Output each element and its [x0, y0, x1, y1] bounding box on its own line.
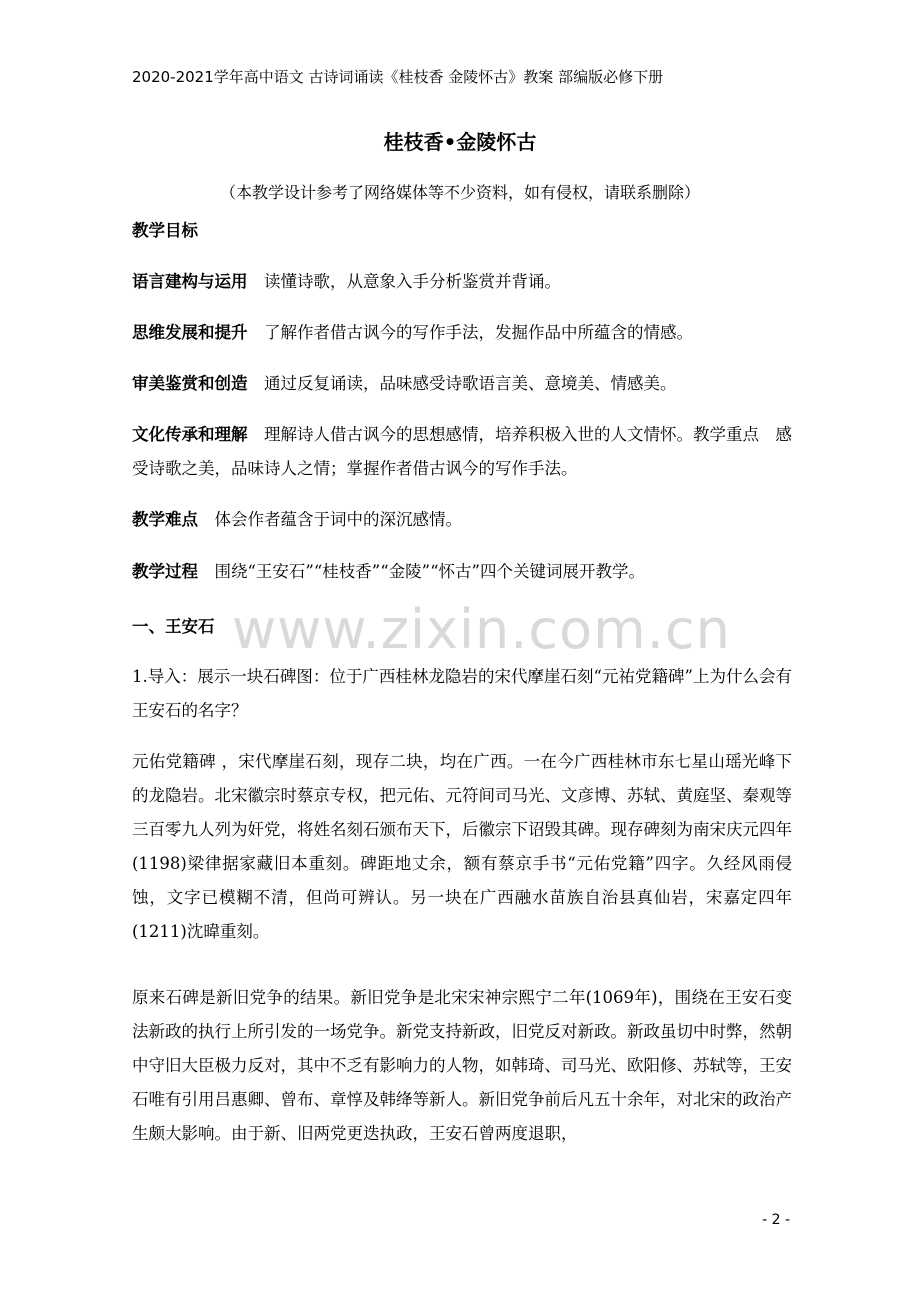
- body-paragraph: 原来石碑是新旧党争的结果。新旧党争是北宋宋神宗熙宁二年(1069年)，围绕在王安石变法新政的执行上所引发的一场党争。新党支持新政，旧党反对新政。新政虽切中时弊，然朝中守旧大臣极力反对，其中不乏有影响力的人物，如韩琦、司马光、欧阳修、苏轼等，王安石唯有引用吕惠卿、曾布、章惇及韩绛等新人。新旧党争前后凡五十余年，对北宋的政治产生颇大影响。由于新、旧两党更迭执政，王安石曾两度退职，: [132, 988, 792, 1143]
- watermark: www.zixin.com.cn: [232, 598, 731, 661]
- objective-label: 审美鉴赏和创造: [132, 374, 248, 393]
- difficulty-paragraph: [132, 503, 792, 537]
- process-paragraph: [132, 555, 792, 589]
- disclaimer: （本教学设计参考了网络媒体等不少资料，如有侵权，请联系删除）: [219, 183, 700, 202]
- objective-label: 语言建构与运用: [132, 272, 248, 291]
- page-title: 桂枝香•金陵怀古: [383, 130, 537, 154]
- process-text: 围绕“王安石”“桂枝香”“金陵”“怀古”四个关键词展开教学。: [214, 562, 645, 581]
- objective-text: 理解诗人借古讽今的思想感情，培养积极入世的人文情怀。教学重点 感受诗歌之美，品味诗人之情；掌握作者借古讽今的写作手法。: [132, 425, 792, 478]
- document-header: 2020-2021学年高中语文 古诗词诵读《桂枝香 金陵怀古》教案 部编版必修下册: [132, 68, 664, 86]
- section-heading: 一、王安石: [132, 617, 215, 636]
- objective-item: [132, 265, 792, 299]
- intro-paragraph: 1.导入：展示一块石碑图：位于广西桂林龙隐岩的宋代摩崖石刻“元祐党籍碑”上为什么会有王安石的名字？: [132, 667, 792, 720]
- objective-label: 思维发展和提升: [132, 323, 248, 342]
- difficulty-label: 教学难点: [132, 510, 198, 529]
- page-number: - 2 -: [762, 1212, 790, 1228]
- body-paragraph: 元佑党籍碑 ，宋代摩崖石刻，现存二块，均在广西。一在今广西桂林市东七星山瑶光峰下的龙隐岩。北宋徽宗时蔡京专权，把元佑、元符间司马光、文彦博、苏轼、黄庭坚、秦观等三百零九人列为奸党，将姓名刻石颁布天下，后徽宗下诏毁其碑。现存碑刻为南宋庆元四年(1198)梁律据家藏旧本重刻。碑距地丈余，额有蔡京手书“元佑党籍”四字。久经风雨侵蚀，文字已模糊不清，但尚可辨认。另一块在广西融水苗族自治县真仙岩，宋嘉定四年(1211)沈暐重刻。: [132, 752, 792, 941]
- objectives-heading: 教学目标: [132, 221, 198, 240]
- process-label: 教学过程: [132, 562, 198, 581]
- objective-text: 读懂诗歌，从意象入手分析鉴赏并背诵。: [264, 272, 561, 291]
- objective-item: [132, 316, 792, 350]
- difficulty-text: 体会作者蕴含于词中的深沉感情。: [214, 510, 462, 529]
- objective-item: [132, 367, 792, 401]
- objective-label: 文化传承和理解: [132, 425, 248, 444]
- objective-text: 通过反复诵读，品味感受诗歌语言美、意境美、情感美。: [264, 374, 677, 393]
- objective-text: 了解作者借古讽今的写作手法，发掘作品中所蕴含的情感。: [264, 323, 693, 342]
- objective-item: [132, 418, 792, 486]
